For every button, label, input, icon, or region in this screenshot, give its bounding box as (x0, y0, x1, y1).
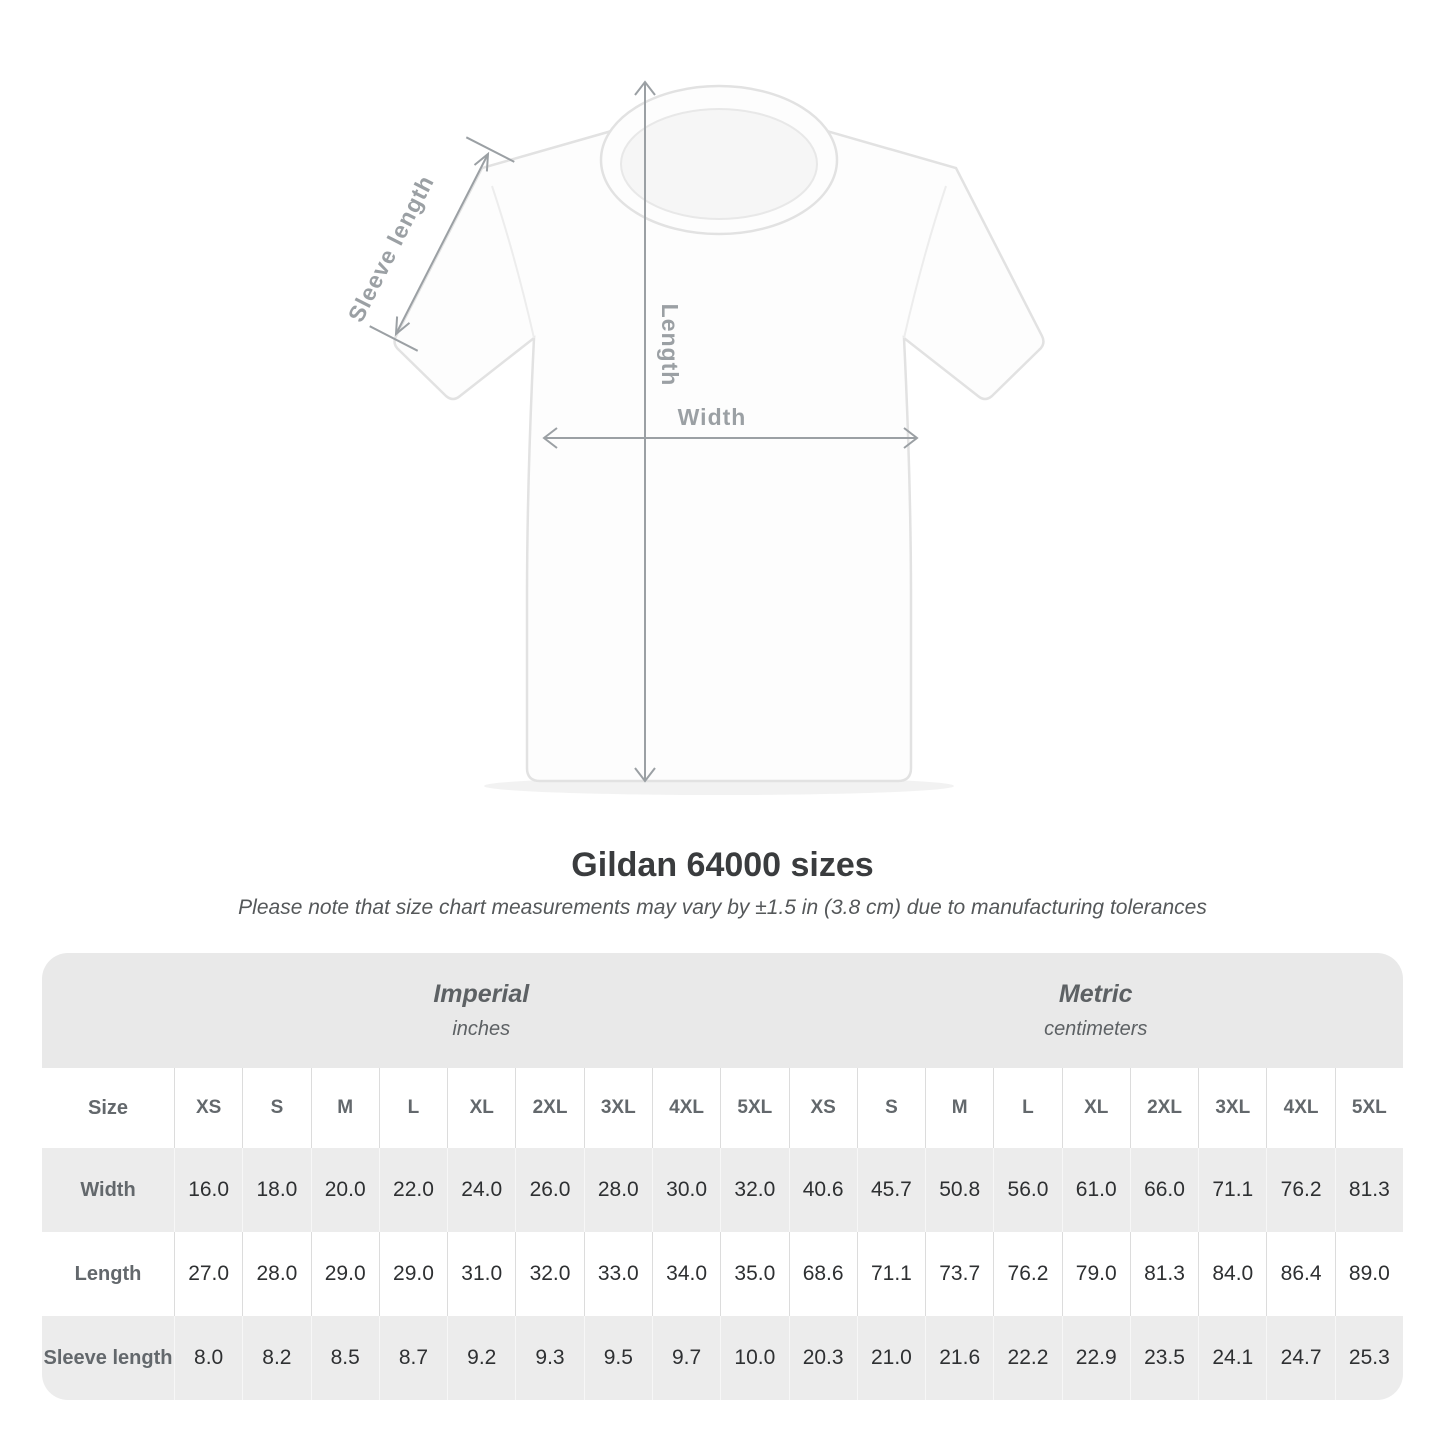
size-col-imperial-m: M (311, 1068, 379, 1148)
size-col-metric-s: S (857, 1068, 925, 1148)
value-cell: 10.0 (720, 1316, 788, 1400)
value-cell: 22.9 (1062, 1316, 1130, 1400)
value-cell: 20.0 (311, 1148, 379, 1232)
value-cell: 31.0 (447, 1232, 515, 1316)
value-cell: 79.0 (1062, 1232, 1130, 1316)
value-cell: 28.0 (242, 1232, 310, 1316)
size-col-metric-xl: XL (1062, 1068, 1130, 1148)
value-cell: 81.3 (1335, 1148, 1403, 1232)
value-cell: 73.7 (925, 1232, 993, 1316)
value-cell: 61.0 (1062, 1148, 1130, 1232)
table-row-length (42, 1232, 1403, 1316)
value-cell: 84.0 (1198, 1232, 1266, 1316)
row-label: Length (74, 1262, 142, 1285)
value-cell: 22.0 (379, 1148, 447, 1232)
value-cell: 9.3 (515, 1316, 583, 1400)
size-col-imperial-xs: XS (174, 1068, 242, 1148)
size-col-metric-4xl: 4XL (1266, 1068, 1334, 1148)
size-header-row (42, 1068, 1403, 1148)
value-cell: 9.5 (584, 1316, 652, 1400)
value-cell: 33.0 (584, 1232, 652, 1316)
unit-group-band (42, 953, 1403, 1068)
value-cell: 27.0 (174, 1232, 242, 1316)
table-row-width (42, 1148, 1403, 1232)
value-cell: 8.0 (174, 1316, 242, 1400)
size-col-imperial-l: L (379, 1068, 447, 1148)
value-cell: 23.5 (1130, 1316, 1198, 1400)
value-cell: 76.2 (993, 1232, 1061, 1316)
value-cell: 29.0 (311, 1232, 379, 1316)
imperial-unit: inches (452, 1018, 511, 1040)
value-cell: 81.3 (1130, 1232, 1198, 1316)
size-col-metric-xs: XS (789, 1068, 857, 1148)
value-cell: 8.5 (311, 1316, 379, 1400)
imperial-name: Imperial (433, 980, 530, 1008)
table-row-sleeve-length (42, 1316, 1403, 1400)
size-col-imperial-2xl: 2XL (515, 1068, 583, 1148)
value-cell: 8.7 (379, 1316, 447, 1400)
value-cell: 21.0 (857, 1316, 925, 1400)
value-cell: 35.0 (720, 1232, 788, 1316)
value-cell: 24.7 (1266, 1316, 1334, 1400)
value-cell: 24.0 (447, 1148, 515, 1232)
value-cell: 28.0 (584, 1148, 652, 1232)
value-cell: 76.2 (1266, 1148, 1334, 1232)
value-cell: 9.7 (652, 1316, 720, 1400)
page-title: Gildan 64000 sizes (571, 846, 874, 884)
size-col-metric-m: M (925, 1068, 993, 1148)
value-cell: 29.0 (379, 1232, 447, 1316)
row-label: Width (80, 1178, 136, 1201)
metric-name: Metric (1058, 980, 1133, 1008)
value-cell: 71.1 (857, 1232, 925, 1316)
width-label: Width (677, 404, 747, 430)
metric-unit: centimeters (1044, 1018, 1148, 1040)
imperial-group-header (174, 953, 789, 1068)
length-label: Length (657, 303, 683, 387)
value-cell: 40.6 (789, 1148, 857, 1232)
collar-inner (621, 109, 817, 219)
value-cell: 9.2 (447, 1316, 515, 1400)
value-cell: 21.6 (925, 1316, 993, 1400)
size-col-metric-3xl: 3XL (1198, 1068, 1266, 1148)
value-cell: 16.0 (174, 1148, 242, 1232)
value-cell: 25.3 (1335, 1316, 1403, 1400)
size-col-imperial-5xl: 5XL (720, 1068, 788, 1148)
value-cell: 8.2 (242, 1316, 310, 1400)
size-col-imperial-xl: XL (447, 1068, 515, 1148)
size-col-imperial-3xl: 3XL (584, 1068, 652, 1148)
size-col-imperial-s: S (242, 1068, 310, 1148)
value-cell: 71.1 (1198, 1148, 1266, 1232)
size-col-metric-2xl: 2XL (1130, 1068, 1198, 1148)
value-cell: 34.0 (652, 1232, 720, 1316)
size-col-imperial-4xl: 4XL (652, 1068, 720, 1148)
value-cell: 22.2 (993, 1316, 1061, 1400)
tolerance-note: Please note that size chart measurements may vary by ±1.5 in (3.8 cm) due to manufacturing tolerances (238, 896, 1207, 919)
value-cell: 45.7 (857, 1148, 925, 1232)
value-cell: 20.3 (789, 1316, 857, 1400)
value-cell: 24.1 (1198, 1316, 1266, 1400)
size-header: Size (87, 1096, 129, 1119)
size-chart-table (42, 953, 1403, 1400)
row-label: Sleeve length (43, 1346, 173, 1369)
value-cell: 26.0 (515, 1148, 583, 1232)
value-cell: 86.4 (1266, 1232, 1334, 1316)
value-cell: 50.8 (925, 1148, 993, 1232)
size-col-metric-5xl: 5XL (1335, 1068, 1403, 1148)
metric-group-header (789, 953, 1404, 1068)
value-cell: 32.0 (720, 1148, 788, 1232)
value-cell: 56.0 (993, 1148, 1061, 1232)
value-cell: 89.0 (1335, 1232, 1403, 1316)
value-cell: 68.6 (789, 1232, 857, 1316)
value-cell: 32.0 (515, 1232, 583, 1316)
sleeve-length-label: Sleeve length (342, 170, 440, 327)
value-cell: 66.0 (1130, 1148, 1198, 1232)
value-cell: 30.0 (652, 1148, 720, 1232)
size-col-metric-l: L (993, 1068, 1061, 1148)
value-cell: 18.0 (242, 1148, 310, 1232)
